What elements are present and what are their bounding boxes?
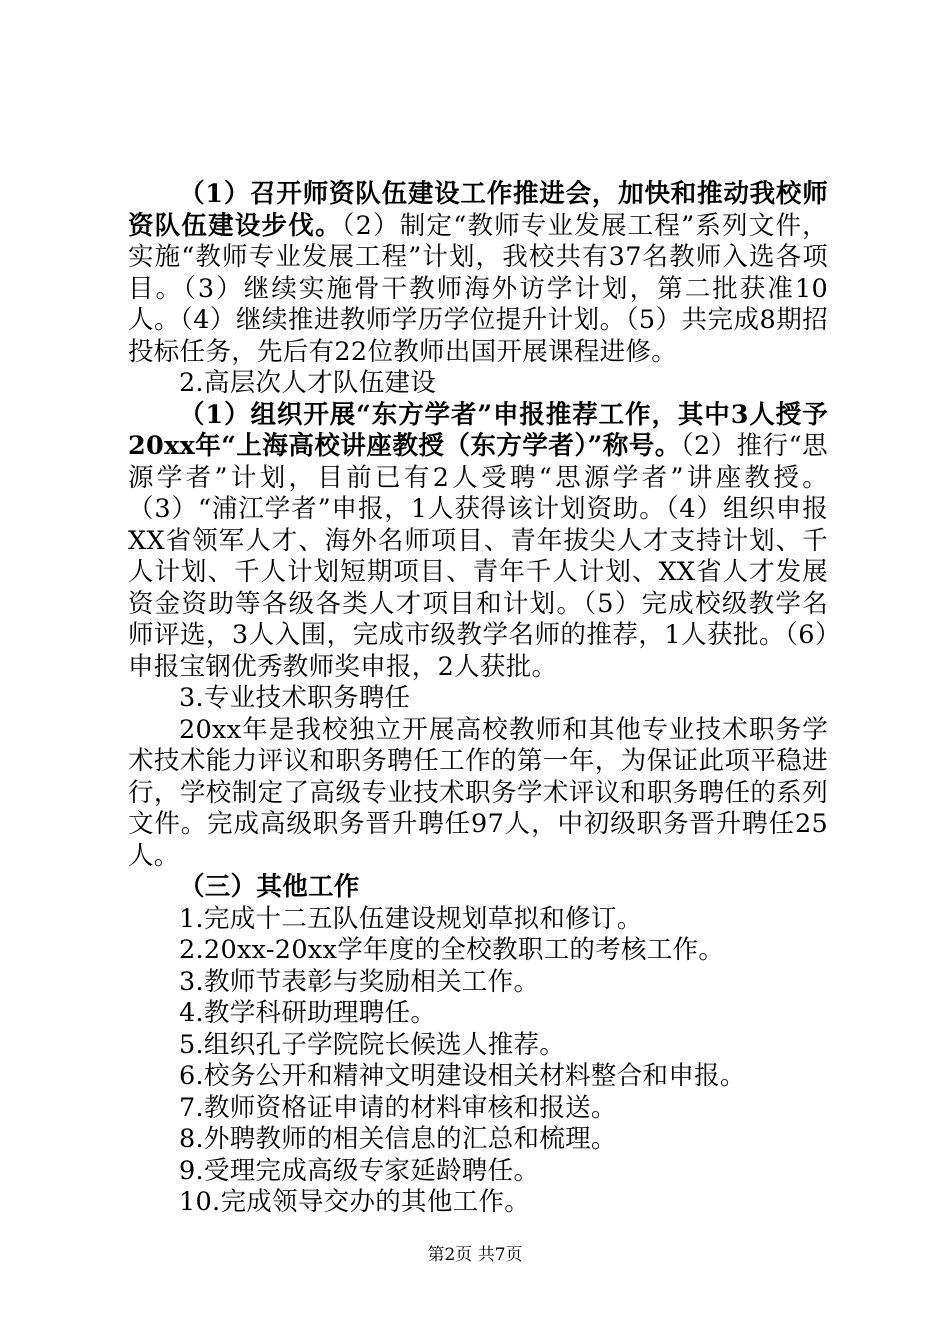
paragraph-professional-appointment: 20xx年是我校独立开展高校教师和其他专业技术职务学术技术能力评议和职务聘任工作的第一年，为保证此项平稳进行，学校制定了高级专业技术职务学术评议和职务聘任的系列文件。完成高级职务晋升聘任97人，中初级职务晋升聘任25人。	[128, 714, 828, 871]
page-number-footer: 第2页 共7页	[427, 1245, 523, 1265]
paragraph-teacher-team-building	[128, 179, 828, 368]
subheading-high-level-talent: 2.高层次人才队伍建设	[179, 368, 437, 398]
paragraph-high-level-talent	[128, 400, 828, 684]
list-item: 3.教师节表彰与奖励相关工作。	[179, 966, 540, 997]
paragraph-text: （2）制定“教师专业发展工程”系列文件，实施“教师专业发展工程”计划，我校共有37名教师入选各项目。（3）继续实施骨干教师海外访学计划，第二批获准10人。（4）继续推进教师学历学位提升计划。（5）共完成8期招投标任务，先后有22位教师出国开展课程进修。	[128, 210, 828, 367]
list-item: 10.完成领导交办的其他工作。	[179, 1187, 531, 1217]
list-item: 4.教学科研助理聘任。	[179, 998, 437, 1028]
list-item: 7.教师资格证申请的材料审核和报送。	[179, 1092, 617, 1123]
list-item: 6.校务公开和精神文明建设相关材料整合和申报。	[179, 1061, 746, 1091]
paragraph-lead-bold: （1）召开师资队伍建设工作推进会，加快和推动我校师资队伍建设步伐。	[128, 179, 828, 241]
list-item: 1.完成十二五队伍建设规划草拟和修订。	[179, 903, 643, 934]
list-item: 9.受理完成高级专家延龄聘任。	[179, 1155, 540, 1186]
list-item: 5.组织孔子学院院长候选人推荐。	[179, 1029, 566, 1060]
list-item: 8.外聘教师的相关信息的汇总和梳理。	[179, 1124, 617, 1154]
paragraph-text: （2）推行“思源学者”计划，目前已有2人受聘“思源学者”讲座教授。（3）“浦江学者”申报，1人获得该计划资助。（4）组织申报XX省领军人才、海外名师项目、青年拔尖人才支持计划、千人计划、千人计划短期项目、青年千人计划、XX省人才发展资金资助等各级各类人才项目和计划。（5）完成校级教学名师评选，3人入围，完成市级教学名师的推荐，1人获批。（6）申报宝钢优秀教师奖申报，2人获批。	[128, 431, 828, 682]
list-item: 2.20xx-20xx学年度的全校教职工的考核工作。	[179, 935, 725, 965]
other-work-list	[128, 904, 828, 1219]
document-body	[128, 179, 828, 1219]
paragraph-lead-bold: （1）组织开展“东方学者”申报推荐工作，其中3人授予20xx年“上海高校讲座教授（东方学者）”称号。	[128, 399, 828, 461]
section-heading-other-work: （三）其他工作	[179, 872, 360, 902]
subheading-professional-appointment: 3.专业技术职务聘任	[179, 683, 411, 713]
